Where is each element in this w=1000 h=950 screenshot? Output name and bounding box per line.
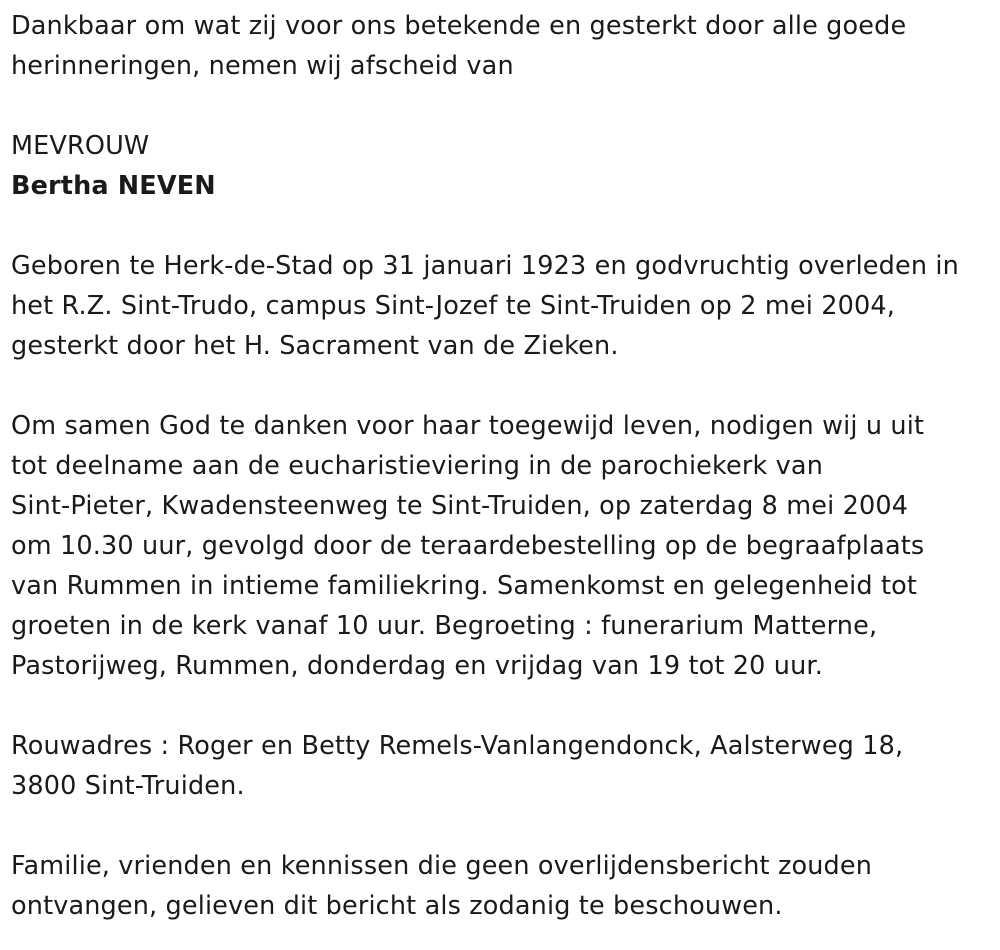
birth-death-line: Geboren te Herk-de-Stad op 31 januari 1923 en godvruchtig overleden in <box>11 251 959 281</box>
paragraph-gap <box>11 86 996 126</box>
deceased-title: MEVROUW <box>11 131 150 161</box>
birth-death-line: het R.Z. Sint-Trudo, campus Sint-Jozef te Sint-Truiden op 2 mei 2004, <box>11 291 895 321</box>
intro-line: herinneringen, nemen wij afscheid van <box>11 51 514 81</box>
address-paragraph <box>11 726 996 806</box>
paragraph-gap <box>11 806 996 846</box>
paragraph-gap <box>11 686 996 726</box>
birth-death-line: gesterkt door het H. Sacrament van de Zieken. <box>11 331 619 361</box>
intro-paragraph <box>11 6 996 86</box>
birth-death-paragraph <box>11 246 996 366</box>
ceremony-line: groeten in de kerk vanaf 10 uur. Begroeting : funerarium Matterne, <box>11 611 878 641</box>
closing-line: ontvangen, gelieven dit bericht als zodanig te beschouwen. <box>11 891 783 921</box>
address-line: 3800 Sint-Truiden. <box>11 771 245 801</box>
ceremony-line: Sint-Pieter, Kwadensteenweg te Sint-Truiden, op zaterdag 8 mei 2004 <box>11 491 909 521</box>
ceremony-line: tot deelname aan de eucharistieviering in de parochiekerk van <box>11 451 824 481</box>
closing-paragraph <box>11 846 996 926</box>
address-line: Rouwadres : Roger en Betty Remels-Vanlangendonck, Aalsterweg 18, <box>11 731 904 761</box>
closing-line: Familie, vrienden en kennissen die geen overlijdensbericht zouden <box>11 851 873 881</box>
intro-line: Dankbaar om wat zij voor ons betekende en gesterkt door alle goede <box>11 11 907 41</box>
ceremony-paragraph <box>11 406 996 686</box>
ceremony-line: Om samen God te danken voor haar toegewijd leven, nodigen wij u uit <box>11 411 925 441</box>
ceremony-line: Pastorijweg, Rummen, donderdag en vrijdag van 19 tot 20 uur. <box>11 651 823 681</box>
ceremony-line: van Rummen in intieme familiekring. Samenkomst en gelegenheid tot <box>11 571 918 601</box>
obituary-notice <box>11 6 996 926</box>
deceased-name: Bertha NEVEN <box>11 171 216 201</box>
paragraph-gap <box>11 366 996 406</box>
ceremony-line: om 10.30 uur, gevolgd door de teraardebestelling op de begraafplaats <box>11 531 925 561</box>
paragraph-gap <box>11 206 996 246</box>
